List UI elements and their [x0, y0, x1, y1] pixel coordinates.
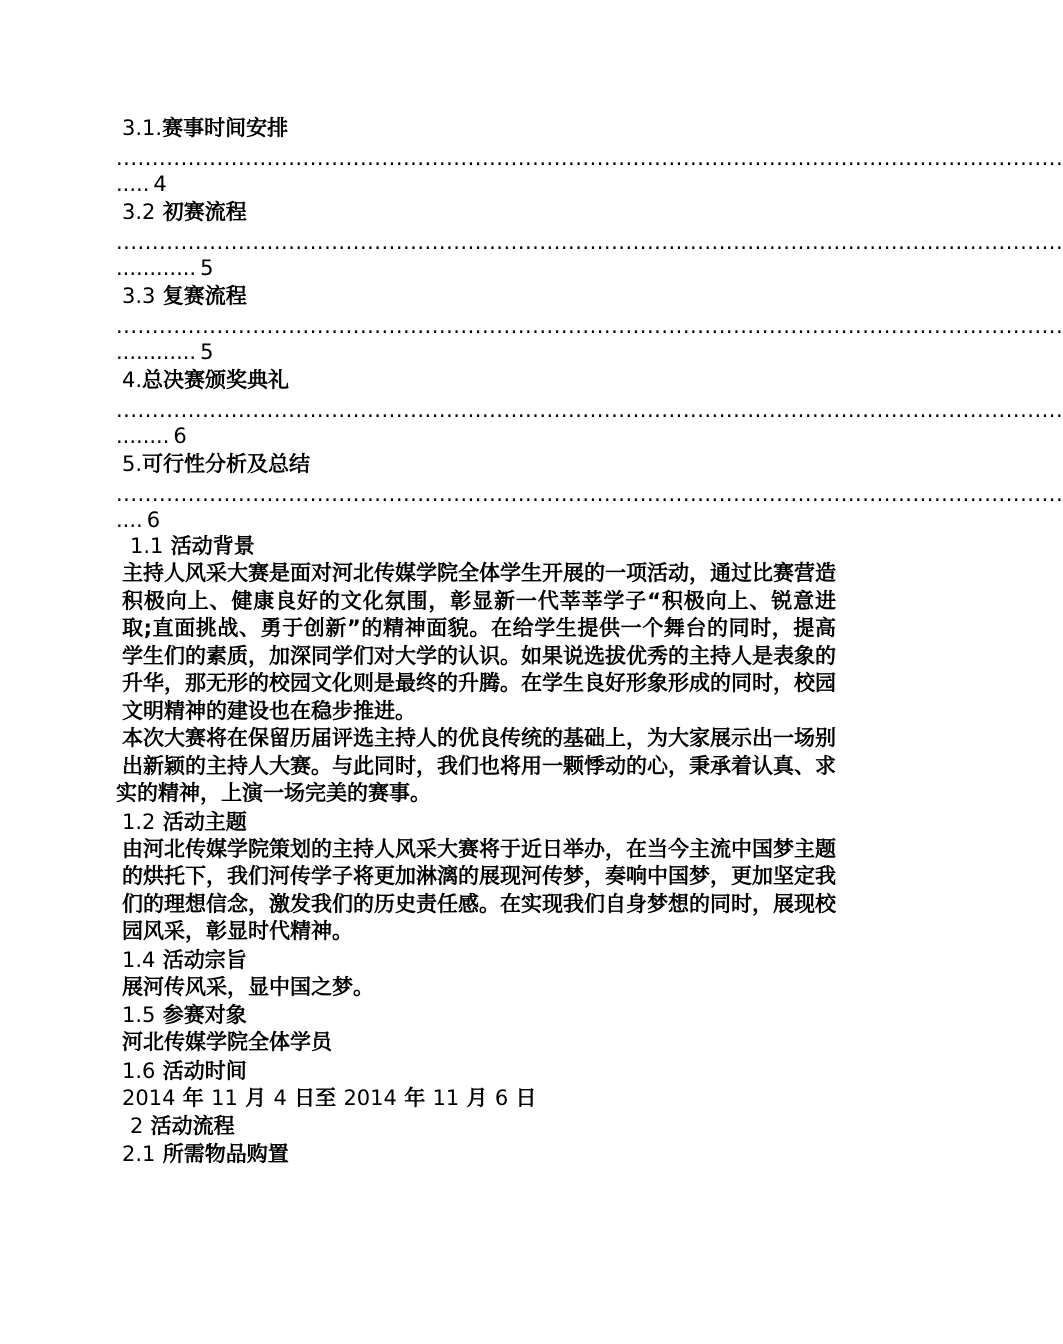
section-heading-1-1: 1.1 活动背景: [130, 534, 255, 558]
toc-title: 5.可行性分析及总结: [122, 452, 311, 476]
section-heading-1-6: 1.6 活动时间: [122, 1058, 247, 1083]
section-heading-1-4: 1.4 活动宗旨: [122, 947, 247, 972]
toc-leader-dots: ....................................................................................................................................: [116, 398, 1063, 422]
paragraph-participants: 河北传媒学院全体学员: [122, 1030, 332, 1054]
toc-entry-5[interactable]: [116, 448, 1063, 532]
document-body: [116, 532, 836, 1168]
toc-leader-dots: ....................................................................................................................................: [116, 314, 1063, 338]
paragraph-purpose: 展河传风采，显中国之梦。: [122, 974, 374, 999]
paragraph-contest-intro: 本次大赛将在保留历届评选主持人的优良传统的基础上，为大家展示出一场别出新颖的主持人大赛。与此同时，我们也将用一颗悸动的心，秉承着认真、求: [122, 726, 836, 778]
toc-title: 3.2 初赛流程: [122, 200, 247, 224]
section-heading-2: 2 活动流程: [130, 1114, 235, 1138]
toc-entry-4[interactable]: [116, 364, 1063, 448]
section-heading-1-5: 1.5 参赛对象: [122, 1003, 247, 1027]
toc-entry-3-1[interactable]: [116, 112, 1063, 196]
toc-entry-3-2[interactable]: [116, 196, 1063, 280]
toc-leader-dots: ....................................................................................................................................: [116, 146, 1063, 170]
toc-page-number: .... 6: [116, 508, 161, 532]
toc-title: 3.3 复赛流程: [122, 284, 247, 308]
paragraph-background: 主持人风采大赛是面对河北传媒学院全体学生开展的一项活动，通过比赛营造积极向上、健康良好的文化氛围，彰显新一代莘莘学子“积极向上、锐意进取;直面挑战、勇于创新”的精神面貌。在给学生提供一个舞台的同时，提高学生们的素质，加深同学们对大学的认识。如果说选拔优秀的主持人是表象的升华，那无形的校园文化则是最终的升腾。在学生良好形象形成的同时，校园文明精神的建设也在稳步推进。: [122, 561, 836, 723]
toc-page-number: ........ 6: [116, 424, 187, 448]
paragraph-contest-intro-cont: 实的精神，上演一场完美的赛事。: [116, 781, 431, 805]
toc-page-number: ............ 5: [116, 256, 214, 280]
paragraph-event-time: 2014 年 11 月 4 日至 2014 年 11 月 6 日: [122, 1085, 537, 1110]
paragraph-theme: 由河北传媒学院策划的主持人风采大赛将于近日举办，在当今主流中国梦主题的烘托下，我们河传学子将更加淋漓的展现河传梦，奏响中国梦，更加坚定我们的理想信念，激发我们的历史责任感。在实现我们自身梦想的同时，展现校园风采，彰显时代精神。: [122, 836, 836, 943]
toc-title: 3.1.赛事时间安排: [122, 116, 289, 140]
toc-leader-dots: ....................................................................................................................................: [116, 482, 1063, 506]
section-heading-2-1: 2.1 所需物品购置: [122, 1142, 289, 1166]
toc-entry-3-3[interactable]: [116, 280, 1063, 364]
toc-page-number: ..... 4: [116, 172, 167, 196]
toc-page-number: ............ 5: [116, 340, 214, 364]
toc-leader-dots: ....................................................................................................................................: [116, 230, 1063, 254]
document-page: [116, 112, 1063, 1168]
toc-title: 4.总决赛颁奖典礼: [122, 368, 290, 392]
section-heading-1-2: 1.2 活动主题: [122, 809, 247, 834]
